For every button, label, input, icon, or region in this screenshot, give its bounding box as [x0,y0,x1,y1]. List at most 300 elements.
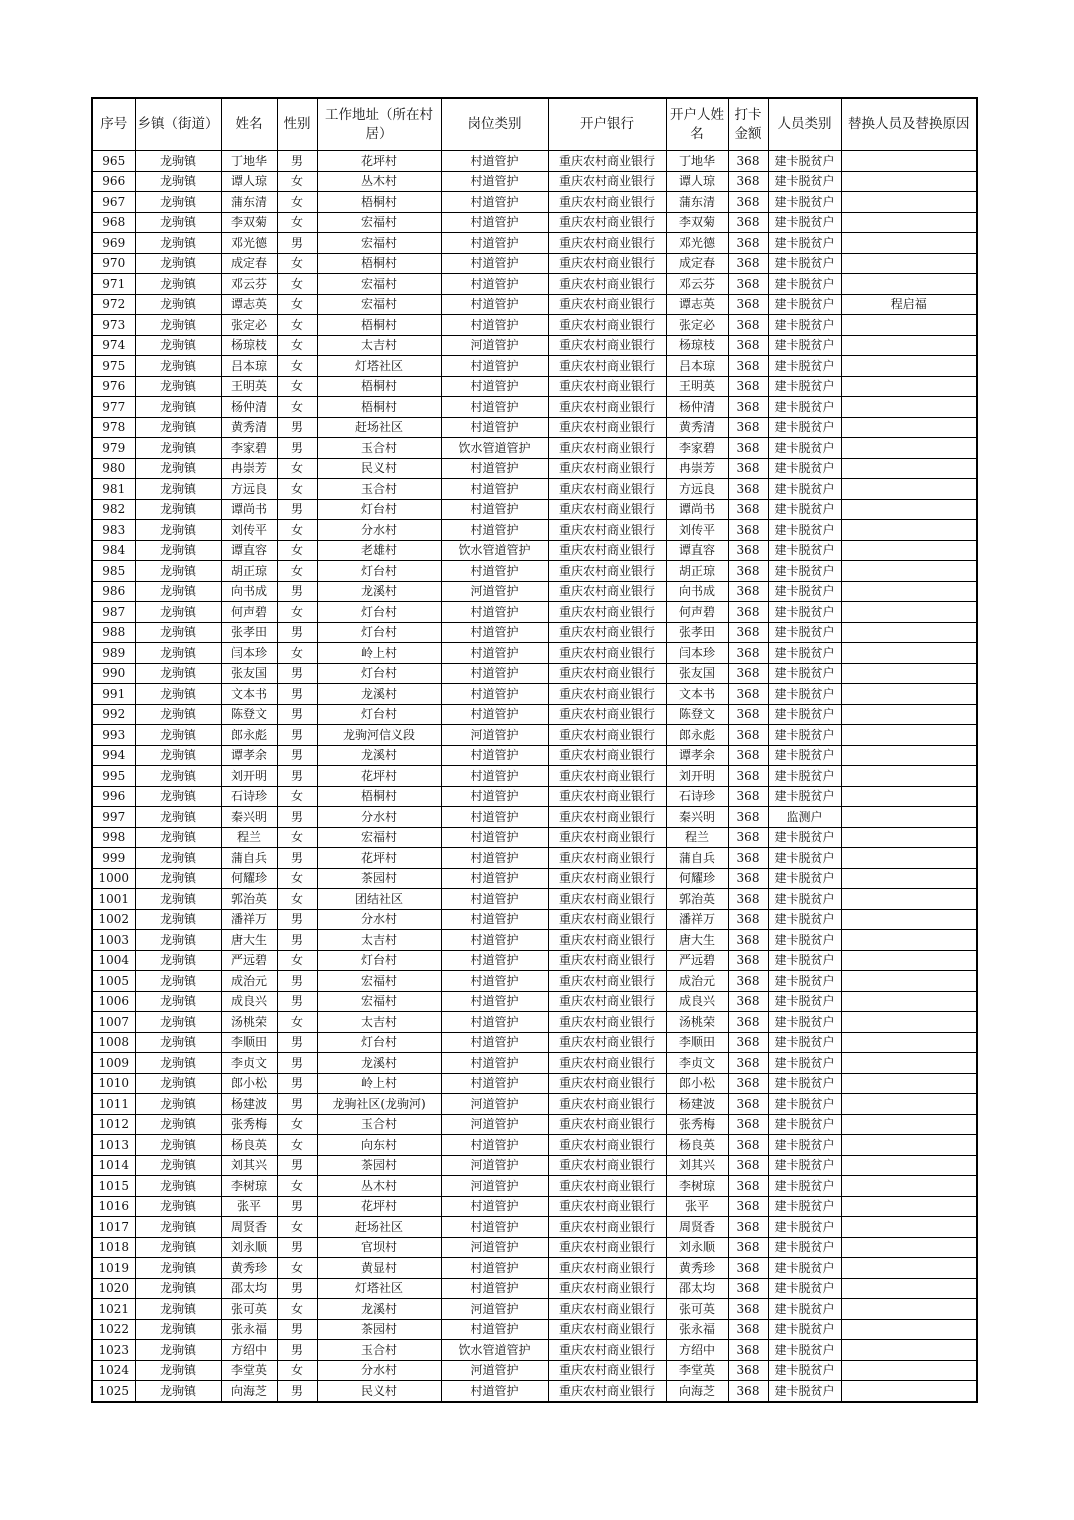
cell-gender: 女 [277,1176,317,1197]
cell-person-category: 建卡脱贫户 [768,1032,841,1053]
cell-gender: 女 [277,458,317,479]
header-index: 序号 [92,98,135,151]
table-row [92,950,977,971]
cell-gender: 女 [277,335,317,356]
table-row [92,1196,977,1217]
cell-person-category: 建卡脱贫户 [768,930,841,951]
cell-index: 989 [92,643,135,664]
cell-person-category: 建卡脱贫户 [768,274,841,295]
cell-bank: 重庆农村商业银行 [548,725,666,746]
cell-amount: 368 [728,786,768,807]
cell-replacement [841,335,977,356]
cell-gender: 女 [277,1258,317,1279]
cell-work-address: 老雄村 [317,540,441,561]
cell-work-address: 岭上村 [317,643,441,664]
cell-work-address: 宏福村 [317,971,441,992]
cell-person-category: 建卡脱贫户 [768,643,841,664]
cell-index: 986 [92,581,135,602]
cell-work-address: 灯塔社区 [317,1278,441,1299]
cell-work-address: 灯台村 [317,1032,441,1053]
cell-work-address: 灯台村 [317,663,441,684]
cell-work-address: 龙溪村 [317,1053,441,1074]
cell-post-type: 村道管护 [441,1217,548,1238]
cell-bank: 重庆农村商业银行 [548,561,666,582]
cell-index: 969 [92,233,135,254]
cell-account-holder: 胡正琼 [666,561,728,582]
cell-town: 龙驹镇 [135,622,221,643]
cell-index: 1009 [92,1053,135,1074]
cell-replacement [841,1155,977,1176]
cell-bank: 重庆农村商业银行 [548,622,666,643]
cell-replacement [841,1319,977,1340]
cell-account-holder: 张永福 [666,1319,728,1340]
cell-bank: 重庆农村商业银行 [548,540,666,561]
cell-account-holder: 李堂英 [666,1360,728,1381]
header-row [92,98,977,151]
cell-post-type: 村道管护 [441,704,548,725]
cell-replacement [841,520,977,541]
cell-name: 张永福 [221,1319,277,1340]
cell-replacement [841,827,977,848]
cell-post-type: 村道管护 [441,663,548,684]
table-body [92,151,977,1402]
cell-town: 龙驹镇 [135,1340,221,1361]
cell-replacement [841,725,977,746]
cell-account-holder: 邓云芬 [666,274,728,295]
table-row [92,1094,977,1115]
cell-post-type: 村道管护 [441,499,548,520]
cell-bank: 重庆农村商业银行 [548,438,666,459]
cell-gender: 男 [277,1053,317,1074]
cell-bank: 重庆农村商业银行 [548,233,666,254]
cell-index: 979 [92,438,135,459]
cell-name: 郎小松 [221,1073,277,1094]
cell-post-type: 村道管护 [441,807,548,828]
cell-gender: 男 [277,233,317,254]
cell-bank: 重庆农村商业银行 [548,766,666,787]
cell-replacement [841,479,977,500]
cell-gender: 男 [277,1196,317,1217]
cell-index: 981 [92,479,135,500]
cell-work-address: 宏福村 [317,991,441,1012]
cell-person-category: 建卡脱贫户 [768,1094,841,1115]
table-row [92,417,977,438]
cell-amount: 368 [728,1114,768,1135]
cell-replacement [841,1360,977,1381]
header-name: 姓名 [221,98,277,151]
cell-account-holder: 郭治英 [666,889,728,910]
cell-amount: 368 [728,909,768,930]
cell-amount: 368 [728,315,768,336]
cell-name: 秦兴明 [221,807,277,828]
cell-town: 龙驹镇 [135,1299,221,1320]
cell-town: 龙驹镇 [135,1217,221,1238]
table-row [92,1114,977,1135]
cell-town: 龙驹镇 [135,520,221,541]
cell-account-holder: 谭志英 [666,294,728,315]
cell-amount: 368 [728,745,768,766]
cell-replacement [841,581,977,602]
cell-post-type: 村道管护 [441,622,548,643]
cell-account-holder: 谭人琼 [666,171,728,192]
cell-post-type: 村道管护 [441,253,548,274]
cell-account-holder: 石诗珍 [666,786,728,807]
cell-amount: 368 [728,274,768,295]
cell-account-holder: 何耀珍 [666,868,728,889]
cell-post-type: 村道管护 [441,1012,548,1033]
cell-account-holder: 郎永彪 [666,725,728,746]
cell-name: 冉崇芳 [221,458,277,479]
cell-person-category: 建卡脱贫户 [768,233,841,254]
table-row [92,1135,977,1156]
cell-gender: 男 [277,581,317,602]
cell-index: 1007 [92,1012,135,1033]
table-row [92,520,977,541]
cell-gender: 男 [277,1237,317,1258]
cell-amount: 368 [728,1360,768,1381]
cell-index: 984 [92,540,135,561]
cell-bank: 重庆农村商业银行 [548,1196,666,1217]
cell-account-holder: 刘永顺 [666,1237,728,1258]
cell-work-address: 太吉村 [317,930,441,951]
cell-account-holder: 张可英 [666,1299,728,1320]
cell-account-holder: 黄秀珍 [666,1258,728,1279]
cell-gender: 女 [277,827,317,848]
cell-replacement [841,766,977,787]
cell-work-address: 玉合村 [317,438,441,459]
table-row [92,356,977,377]
table-row [92,458,977,479]
cell-person-category: 建卡脱贫户 [768,499,841,520]
cell-amount: 368 [728,889,768,910]
cell-person-category: 建卡脱贫户 [768,212,841,233]
cell-bank: 重庆农村商业银行 [548,868,666,889]
cell-work-address: 宏福村 [317,233,441,254]
cell-index: 1022 [92,1319,135,1340]
cell-replacement [841,1176,977,1197]
cell-gender: 男 [277,971,317,992]
cell-name: 闫本珍 [221,643,277,664]
cell-bank: 重庆农村商业银行 [548,253,666,274]
cell-work-address: 宏福村 [317,294,441,315]
cell-town: 龙驹镇 [135,479,221,500]
cell-work-address: 灯台村 [317,950,441,971]
cell-replacement [841,991,977,1012]
cell-town: 龙驹镇 [135,1237,221,1258]
cell-index: 1024 [92,1360,135,1381]
cell-work-address: 梧桐村 [317,192,441,213]
cell-replacement [841,1381,977,1402]
table-row [92,253,977,274]
cell-gender: 女 [277,643,317,664]
cell-index: 977 [92,397,135,418]
cell-post-type: 河道管护 [441,1237,548,1258]
cell-post-type: 河道管护 [441,1114,548,1135]
cell-gender: 女 [277,889,317,910]
cell-name: 刘传平 [221,520,277,541]
table-row [92,848,977,869]
cell-amount: 368 [728,356,768,377]
cell-bank: 重庆农村商业银行 [548,458,666,479]
cell-person-category: 建卡脱贫户 [768,971,841,992]
cell-account-holder: 成定春 [666,253,728,274]
cell-person-category: 建卡脱贫户 [768,827,841,848]
cell-work-address: 太吉村 [317,1012,441,1033]
cell-name: 黄秀清 [221,417,277,438]
cell-index: 1016 [92,1196,135,1217]
cell-gender: 女 [277,950,317,971]
cell-bank: 重庆农村商业银行 [548,1135,666,1156]
cell-bank: 重庆农村商业银行 [548,1032,666,1053]
table-row [92,1217,977,1238]
table-row [92,212,977,233]
cell-work-address: 龙驹河信义段 [317,725,441,746]
cell-person-category: 建卡脱贫户 [768,848,841,869]
cell-post-type: 村道管护 [441,356,548,377]
cell-index: 978 [92,417,135,438]
cell-amount: 368 [728,1299,768,1320]
cell-bank: 重庆农村商业银行 [548,1381,666,1402]
cell-post-type: 村道管护 [441,397,548,418]
cell-account-holder: 张秀梅 [666,1114,728,1135]
cell-name: 成良兴 [221,991,277,1012]
table-row [92,274,977,295]
cell-account-holder: 王明英 [666,376,728,397]
cell-amount: 368 [728,1217,768,1238]
cell-account-holder: 方绍中 [666,1340,728,1361]
cell-amount: 368 [728,1155,768,1176]
cell-work-address: 花坪村 [317,848,441,869]
cell-town: 龙驹镇 [135,602,221,623]
cell-gender: 女 [277,540,317,561]
cell-gender: 女 [277,294,317,315]
cell-replacement [841,663,977,684]
cell-amount: 368 [728,479,768,500]
cell-amount: 368 [728,581,768,602]
cell-post-type: 村道管护 [441,684,548,705]
cell-name: 汤桃荣 [221,1012,277,1033]
table-row [92,745,977,766]
cell-town: 龙驹镇 [135,233,221,254]
cell-replacement [841,1053,977,1074]
cell-bank: 重庆农村商业银行 [548,930,666,951]
cell-replacement [841,868,977,889]
cell-account-holder: 刘其兴 [666,1155,728,1176]
cell-name: 谭志英 [221,294,277,315]
cell-work-address: 赶场社区 [317,417,441,438]
cell-gender: 女 [277,520,317,541]
cell-work-address: 花坪村 [317,151,441,172]
cell-post-type: 饮水管道管护 [441,438,548,459]
cell-replacement [841,376,977,397]
cell-post-type: 村道管护 [441,766,548,787]
cell-town: 龙驹镇 [135,1073,221,1094]
cell-post-type: 河道管护 [441,581,548,602]
cell-name: 唐大生 [221,930,277,951]
table-row [92,704,977,725]
cell-index: 1006 [92,991,135,1012]
cell-town: 龙驹镇 [135,212,221,233]
table-row [92,971,977,992]
cell-gender: 男 [277,848,317,869]
cell-work-address: 太吉村 [317,335,441,356]
cell-person-category: 建卡脱贫户 [768,1381,841,1402]
cell-replacement [841,848,977,869]
cell-town: 龙驹镇 [135,684,221,705]
cell-name: 丁地华 [221,151,277,172]
cell-name: 谭直容 [221,540,277,561]
table-row [92,233,977,254]
cell-post-type: 村道管护 [441,1032,548,1053]
table-row [92,479,977,500]
cell-work-address: 宏福村 [317,274,441,295]
cell-bank: 重庆农村商业银行 [548,1299,666,1320]
cell-town: 龙驹镇 [135,192,221,213]
cell-work-address: 花坪村 [317,1196,441,1217]
cell-post-type: 村道管护 [441,1053,548,1074]
cell-replacement [841,540,977,561]
cell-name: 李树琼 [221,1176,277,1197]
cell-replacement [841,397,977,418]
cell-bank: 重庆农村商业银行 [548,643,666,664]
cell-person-category: 建卡脱贫户 [768,1217,841,1238]
table-row [92,725,977,746]
cell-name: 张友国 [221,663,277,684]
cell-post-type: 村道管护 [441,376,548,397]
cell-bank: 重庆农村商业银行 [548,1340,666,1361]
cell-post-type: 村道管护 [441,561,548,582]
cell-town: 龙驹镇 [135,848,221,869]
cell-amount: 368 [728,868,768,889]
cell-bank: 重庆农村商业银行 [548,1176,666,1197]
cell-account-holder: 陈登文 [666,704,728,725]
cell-person-category: 建卡脱贫户 [768,868,841,889]
cell-index: 1008 [92,1032,135,1053]
cell-name: 周贤香 [221,1217,277,1238]
cell-name: 刘永顺 [221,1237,277,1258]
cell-replacement [841,807,977,828]
cell-amount: 368 [728,622,768,643]
cell-town: 龙驹镇 [135,1381,221,1402]
cell-account-holder: 汤桃荣 [666,1012,728,1033]
table-row [92,991,977,1012]
cell-gender: 女 [277,1135,317,1156]
cell-town: 龙驹镇 [135,807,221,828]
cell-account-holder: 张友国 [666,663,728,684]
cell-index: 1017 [92,1217,135,1238]
cell-person-category: 建卡脱贫户 [768,356,841,377]
cell-gender: 女 [277,602,317,623]
cell-person-category: 建卡脱贫户 [768,151,841,172]
cell-post-type: 村道管护 [441,991,548,1012]
cell-account-holder: 张孝田 [666,622,728,643]
cell-amount: 368 [728,1073,768,1094]
cell-index: 1013 [92,1135,135,1156]
cell-work-address: 茶园村 [317,1155,441,1176]
cell-gender: 男 [277,151,317,172]
cell-amount: 368 [728,1237,768,1258]
cell-town: 龙驹镇 [135,294,221,315]
cell-person-category: 建卡脱贫户 [768,253,841,274]
cell-post-type: 村道管护 [441,520,548,541]
cell-post-type: 村道管护 [441,1381,548,1402]
cell-post-type: 河道管护 [441,1094,548,1115]
cell-person-category: 建卡脱贫户 [768,1176,841,1197]
cell-index: 1003 [92,930,135,951]
cell-bank: 重庆农村商业银行 [548,1360,666,1381]
cell-gender: 男 [277,684,317,705]
cell-bank: 重庆农村商业银行 [548,520,666,541]
cell-index: 967 [92,192,135,213]
cell-post-type: 村道管护 [441,315,548,336]
header-town: 乡镇（街道） [135,98,221,151]
cell-gender: 男 [277,417,317,438]
cell-account-holder: 唐大生 [666,930,728,951]
cell-name: 成定春 [221,253,277,274]
cell-gender: 男 [277,1032,317,1053]
table-row [92,766,977,787]
cell-bank: 重庆农村商业银行 [548,1114,666,1135]
cell-work-address: 分水村 [317,909,441,930]
cell-person-category: 建卡脱贫户 [768,1360,841,1381]
cell-work-address: 向东村 [317,1135,441,1156]
table-row [92,1176,977,1197]
cell-bank: 重庆农村商业银行 [548,274,666,295]
cell-gender: 男 [277,438,317,459]
cell-person-category: 建卡脱贫户 [768,561,841,582]
header-post-type: 岗位类别 [441,98,548,151]
cell-town: 龙驹镇 [135,253,221,274]
cell-amount: 368 [728,561,768,582]
table-row [92,397,977,418]
cell-name: 何声碧 [221,602,277,623]
cell-gender: 女 [277,356,317,377]
cell-gender: 男 [277,499,317,520]
table-row [92,171,977,192]
table-row [92,868,977,889]
cell-index: 968 [92,212,135,233]
cell-post-type: 村道管护 [441,192,548,213]
table-row [92,294,977,315]
cell-post-type: 村道管护 [441,151,548,172]
cell-name: 杨仲清 [221,397,277,418]
cell-replacement [841,745,977,766]
cell-bank: 重庆农村商业银行 [548,376,666,397]
cell-town: 龙驹镇 [135,950,221,971]
cell-person-category: 建卡脱贫户 [768,909,841,930]
cell-work-address: 梧桐村 [317,786,441,807]
cell-post-type: 村道管护 [441,233,548,254]
cell-amount: 368 [728,1258,768,1279]
cell-post-type: 村道管护 [441,745,548,766]
cell-work-address: 分水村 [317,1360,441,1381]
cell-index: 983 [92,520,135,541]
cell-work-address: 玉合村 [317,479,441,500]
header-person-category: 人员类别 [768,98,841,151]
cell-bank: 重庆农村商业银行 [548,151,666,172]
cell-work-address: 分水村 [317,807,441,828]
cell-index: 966 [92,171,135,192]
cell-name: 张可英 [221,1299,277,1320]
cell-replacement [841,1012,977,1033]
cell-account-holder: 蒲自兵 [666,848,728,869]
cell-person-category: 建卡脱贫户 [768,1155,841,1176]
cell-work-address: 宏福村 [317,827,441,848]
cell-account-holder: 程兰 [666,827,728,848]
cell-person-category: 建卡脱贫户 [768,376,841,397]
cell-amount: 368 [728,1012,768,1033]
cell-bank: 重庆农村商业银行 [548,663,666,684]
